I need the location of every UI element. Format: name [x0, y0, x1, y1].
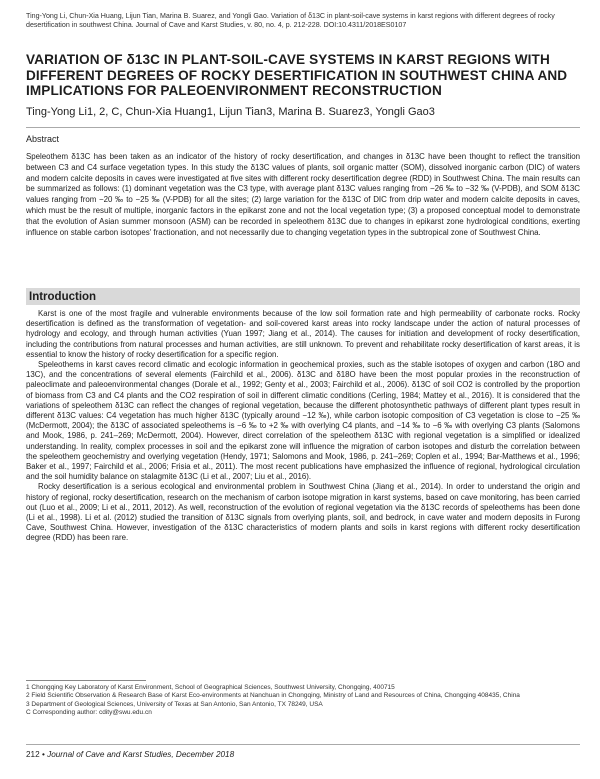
paragraph: Rocky desertification is a serious ecological and environmental problem in Southwest China (Jiang et al., 2014). In order to understand the origin and history of regional, rocky desertification, research on the mechanism of carbon isotope migration in karst systems, based on cave monitoring, has been carried out (Luo et al., 2009; Li et al., 2011, 2012). As well, reconstruction of the evolution of regional vegetation via the δ13C records of speleothems has been done (Li et al., 1998). Li et al. (2012) studied the transition of δ13C signals from overlying plants, soil, and bedrock, in cave water and modern deposits in Furong Cave, Southwest China. However, investigation of the δ13C characteristics of modern plants and soils in karst regions with different rocky desertification degree (RDD) has been rare.: [26, 482, 580, 543]
page-footer: [26, 750, 234, 759]
footer-divider: [26, 744, 580, 745]
footnote-affiliation-2: 2 Field Scientific Observation & Research Base of Karst Eco-environments at Nanchuan in Chongqing, Ministry of Land and Resources of China, Chongqing 408435, China: [26, 692, 520, 700]
abstract-text: Speleothem δ13C has been taken as an indicator of the history of rocky desertification, and changes in δ13C have been thought to reflect the transition between C3 and C4 surface vegetation types. In this study the δ13C values of plants, soil organic matter (SOM), dissolved inorganic carbon (DIC) of waters and modern calcite deposits in caves were investigated at five sites with different rocky desertification degree (RDD) in Southwest China. The main results can be summarized as follows: (1) dominant vegetation was the C3 type, with average plant δ13C values ranging from −26 ‰ to −32 ‰ (V-PDB), and SOM δ13C values ranging from −20 ‰ to −25 ‰ (V-PDB) for all the sites; (2) large variation for the δ13C of DIC from drip water and modern calcite deposits in caves, which must be the result of multiple, inorganic factors in the epikarst zone and not the local vegetation type; (3) a proposed conceptual model to demonstrate that the evolution of Asian summer monsoon (ASM) can be recorded in speleothem δ13C due to changes in epikarst zone hydrological conditions, exerting influence on stable carbon isotopes' fractionation, and not necessarily due to changing vegetation types in the subtropical zone of Southwest China.: [26, 152, 580, 237]
introduction-body: [26, 309, 580, 544]
page-number: 212: [26, 750, 40, 759]
running-citation: Ting-Yong Li, Chun-Xia Huang, Lijun Tian, Marina B. Suarez, and Yongli Gao. Variation of δ13C in plant-soil-cave systems in karst regions with different degrees of rocky desertification in southwest China. Journal of Cave and Karst Studies, v. 80, no. 4, p. 212-228. DOI:10.4311/2018ES0107: [26, 12, 555, 30]
footnote-affiliation-1: 1 Chongqing Key Laboratory of Karst Environment, School of Geographical Sciences, Southwest University, Chongqing, 400715: [26, 684, 395, 691]
footnote-divider: [26, 680, 146, 681]
abstract-heading: Abstract: [26, 134, 60, 144]
paragraph: Karst is one of the most fragile and vulnerable environments because of the low soil formation rate and high permeability of carbonate rocks. Rocky desertification is defined as the transformation of vegetation- and soil-covered karst areas into rocky landscape under the action of natural processes of hydrology and ecology, and through human activities (Yuan 1997; Jiang et al., 2014). The causes for initiation and development of rocky desertification, including the contributions from natural processes and human activities, are still unknown. To prevent and rehabilitate rocky desertification of karst areas, it is essential to know the history of rocky desertification for a specific region.: [26, 309, 580, 359]
author-list: Ting-Yong Li1, 2, C, Chun-Xia Huang1, Lijun Tian3, Marina B. Suarez3, Yongli Gao3: [26, 106, 435, 118]
section-heading-band: [26, 288, 580, 305]
footnote-affiliation-3: 3 Department of Geological Sciences, University of Texas at San Antonio, San Antonio, TX 78249, USA: [26, 700, 323, 708]
footer-bullet: •: [41, 750, 48, 759]
footnotes: [26, 684, 580, 717]
article-title: VARIATION OF δ13C IN PLANT-SOIL-CAVE SYSTEMS IN KARST REGIONS WITH DIFFERENT DEGREES OF ROCKY DESERTIFICATION IN SOUTHWEST CHINA AND IMPLICATIONS FOR PALEOENVIRONMENT RECONSTRUCTION: [26, 52, 568, 99]
paragraph: Speleothems in karst caves record climatic and ecologic information in geochemical proxies, such as the stable isotopes of oxygen and carbon (18O and 13C), and the concentrations of several elements (Fairchild et al., 2006). δ13C and δ18O have been the most popular proxies in the reconstruction of paleoclimate and paleoenvironmental changes (Dorale et al., 1992; Genty et al., 2003; Fairchild et al., 2006). δ13C of soil CO2 is controlled by the proportion of biomass from C3 and C4 plants and the CO2 respiration of soil in different climatic conditions (Cerling, 1984; Mattey et al., 2016). It is considered that the variations of speleothem δ13C can reflect the changes of regional vegetation, because the different photosynthetic pathways of different plant types result in different δ13C values: C4 vegetation has much higher δ13C (typically around −12 ‰), while carbon isotopic composition of C3 vegetation is close to −25 ‰ (McDermott, 2004); the δ13C of associated speleothems is −6 ‰ to +2 ‰ with overlying C4 plants, and −14 ‰ to −6 ‰ with overlying C3 plants (Salomons and Mook, 1986, p. 241–269; McDermott, 2004). However, direct correlation of the speleothem δ13C with regional vegetation is a simplified or idealized understanding. In reality, complex processes in soil and the epikarst zone will influence the migration of carbon isotopes and disturb the correlation between the speleothem geochemistry and overlying vegetation (Hendy, 1971; Salomons and Mook, 1986, p. 241–269; Coplen et al., 1994; Bar-Matthews et al., 1996; Baker et al., 1997; Fairchild et al., 2006; Frisia et al., 2011). The most recent publications have emphasized the influence of regional, hydrological circulation and the soil humidity balance on stalagmite δ13C (Li et al., 2007; Liu et al., 2016).: [26, 360, 580, 482]
footnote-corresponding-author: C Corresponding author: cdity@swu.edu.cn: [26, 708, 152, 716]
header-divider: [26, 127, 580, 128]
journal-issue: Journal of Cave and Karst Studies, December 2018: [47, 750, 235, 759]
introduction-heading: Introduction: [29, 291, 97, 303]
